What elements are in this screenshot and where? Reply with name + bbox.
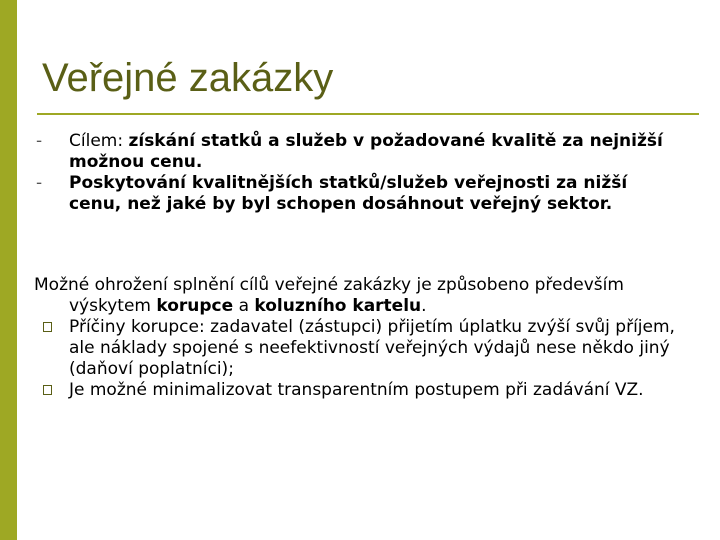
bullet-text: Je možné minimalizovat transparentním postupem při zadávání VZ.	[69, 380, 644, 400]
square-bullet-icon	[43, 385, 52, 395]
goal-item	[34, 173, 684, 215]
dash-marker: -	[36, 131, 43, 151]
left-accent-bar	[0, 0, 17, 540]
bullet-item	[34, 317, 684, 380]
paragraph-text: .	[421, 296, 427, 316]
paragraph-emphasis: korupce	[156, 296, 234, 316]
paragraph-emphasis: koluzního kartelu	[254, 296, 422, 316]
dash-marker: -	[36, 173, 43, 193]
slide-title: Veřejné zakázky	[42, 56, 334, 100]
paragraph-text: Možné ohrožení splnění cílů veřejné zakázky je způsobeno především výskytem	[34, 275, 624, 316]
threats-paragraph	[34, 275, 684, 317]
threats-section	[34, 275, 684, 401]
goal-prefix: Cílem:	[69, 131, 129, 151]
square-bullet-icon	[43, 322, 52, 332]
goal-text: získání statků a služeb v požadované kvalitě za nejnižší možnou cenu.	[69, 131, 663, 172]
bullet-text: Příčiny korupce: zadavatel (zástupci) přijetím úplatku zvýší svůj příjem, ale náklady spojené s neefektivností veřejných výdajů nese někdo jiný (daňoví poplatníci);	[69, 317, 675, 379]
bullet-item	[34, 380, 684, 401]
goal-text: Poskytování kvalitnějších statků/služeb veřejnosti za nižší cenu, než jaké by byl schopen dosáhnout veřejný sektor.	[69, 173, 628, 214]
paragraph-text: a	[233, 296, 255, 316]
goals-list	[34, 131, 684, 215]
title-underline	[37, 113, 699, 115]
goal-item	[34, 131, 684, 173]
